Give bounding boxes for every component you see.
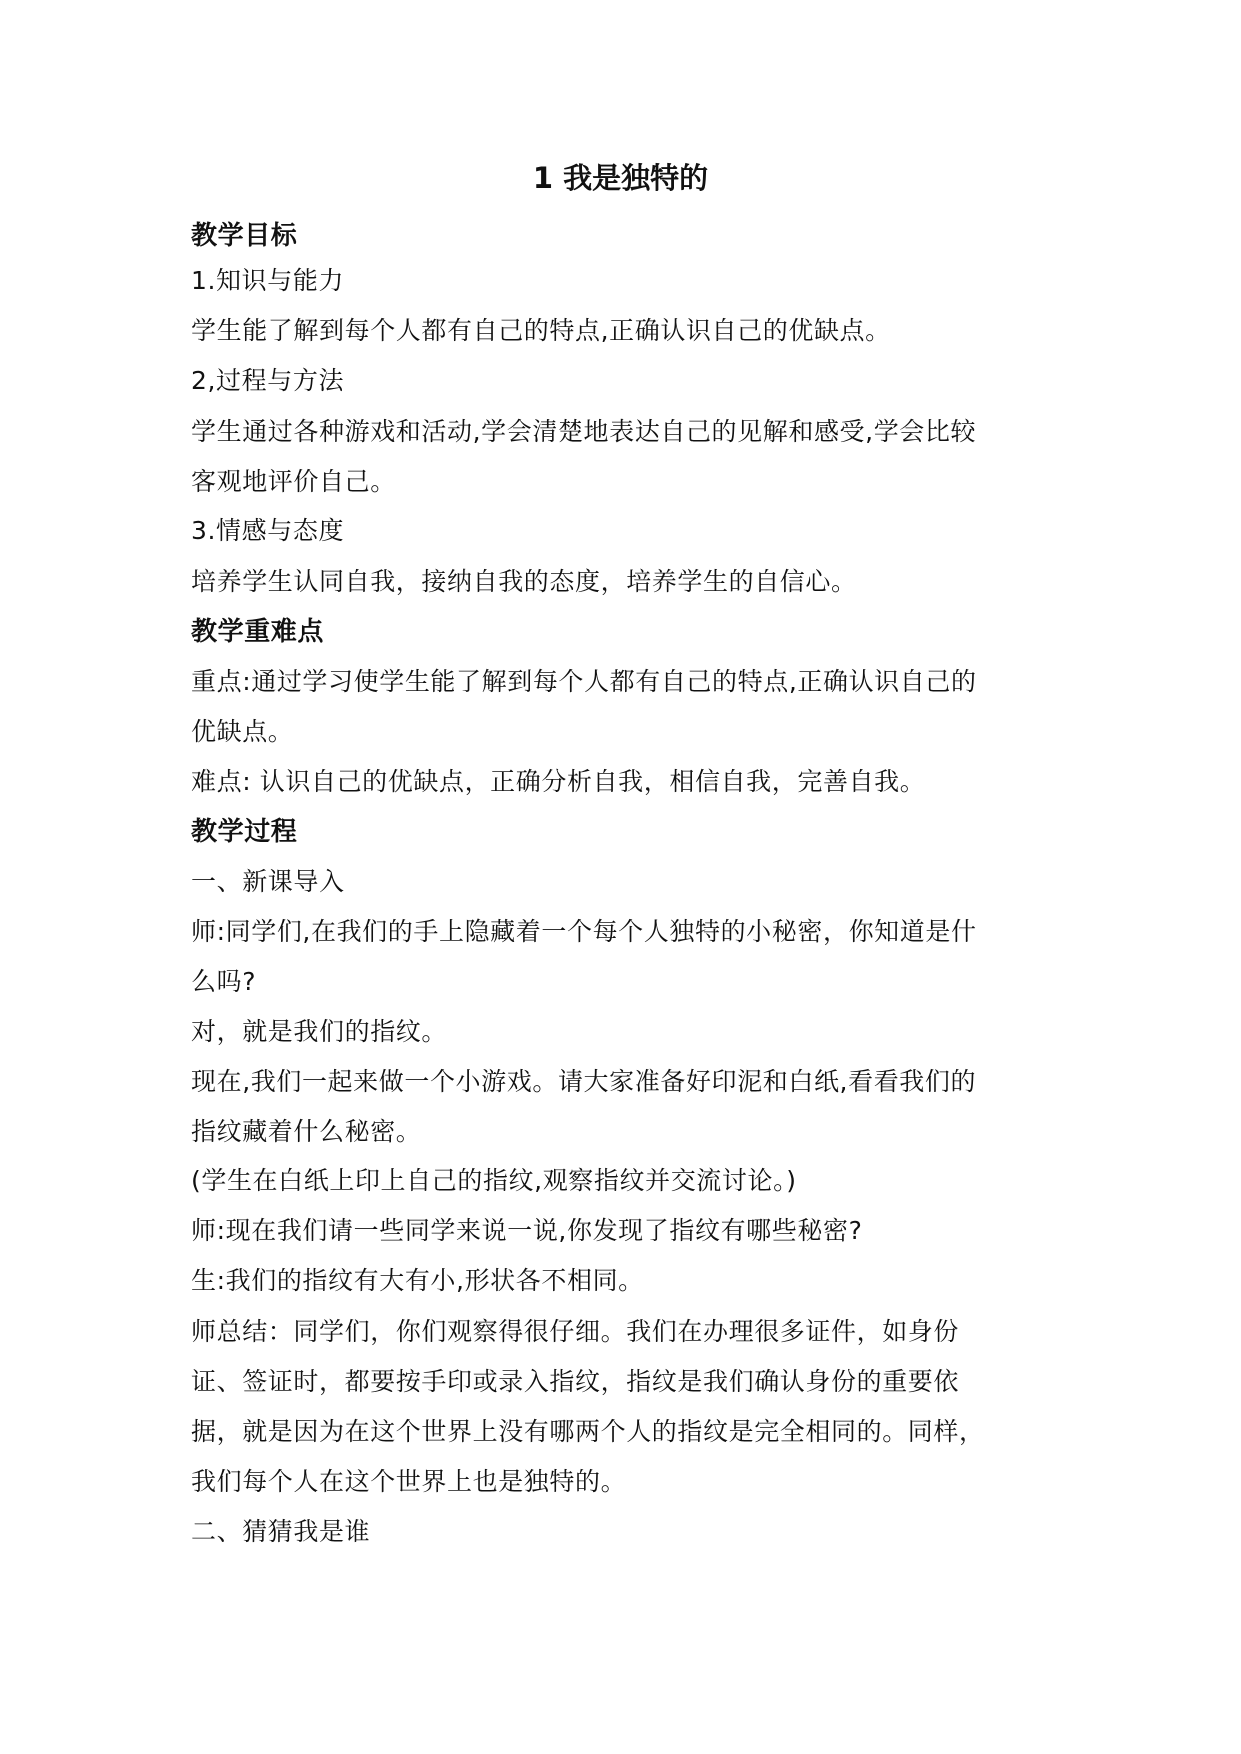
section-heading-key-points: 教学重难点 (191, 617, 325, 647)
text-line: 重点:通过学习使学生能了解到每个人都有自己的特点,正确认识自己的 (191, 667, 977, 696)
text-line: 客观地评价自己。 (191, 467, 396, 496)
document-title: 1 我是独特的 (532, 161, 709, 195)
text-line: 培养学生认同自我，接纳自我的态度，培养学生的自信心。 (191, 567, 857, 596)
text-line: 一、新课导入 (191, 867, 345, 896)
text-line: 二、猜猜我是谁 (191, 1517, 371, 1546)
text-line: 现在,我们一起来做一个小游戏。请大家准备好印泥和白纸,看看我们的 (191, 1067, 977, 1096)
text-line: 师:现在我们请一些同学来说一说,你发现了指纹有哪些秘密? (191, 1216, 863, 1245)
text-line: 生:我们的指纹有大有小,形状各不相同。 (191, 1266, 644, 1295)
text-line: 3.情感与态度 (191, 516, 345, 545)
text-line: 学生通过各种游戏和活动,学会清楚地表达自己的见解和感受,学会比较 (191, 417, 977, 446)
text-line: 学生能了解到每个人都有自己的特点,正确认识自己的优缺点。 (191, 316, 891, 345)
text-line: 证、签证时，都要按手印或录入指纹，指纹是我们确认身份的重要依 (191, 1367, 960, 1396)
text-line: 么吗? (191, 967, 257, 996)
text-line: 指纹藏着什么秘密。 (191, 1117, 422, 1146)
text-line: 优缺点。 (191, 717, 294, 746)
text-line: 我们每个人在这个世界上也是独特的。 (191, 1467, 627, 1496)
text-line: 师总结：同学们，你们观察得很仔细。我们在办理很多证件，如身份 (191, 1317, 960, 1346)
section-heading-process: 教学过程 (191, 817, 298, 847)
text-line: (学生在白纸上印上自己的指纹,观察指纹并交流讨论。) (191, 1166, 797, 1195)
text-line: 师:同学们,在我们的手上隐藏着一个每个人独特的小秘密，你知道是什 (191, 917, 977, 946)
text-line: 对，就是我们的指纹。 (191, 1017, 448, 1046)
text-line: 难点: 认识自己的优缺点，正确分析自我，相信自我，完善自我。 (191, 767, 926, 796)
section-heading-objectives: 教学目标 (191, 221, 298, 251)
text-line: 2,过程与方法 (191, 366, 345, 395)
text-line: 1.知识与能力 (191, 266, 345, 295)
text-line: 据，就是因为在这个世界上没有哪两个人的指纹是完全相同的。同样， (191, 1417, 985, 1446)
